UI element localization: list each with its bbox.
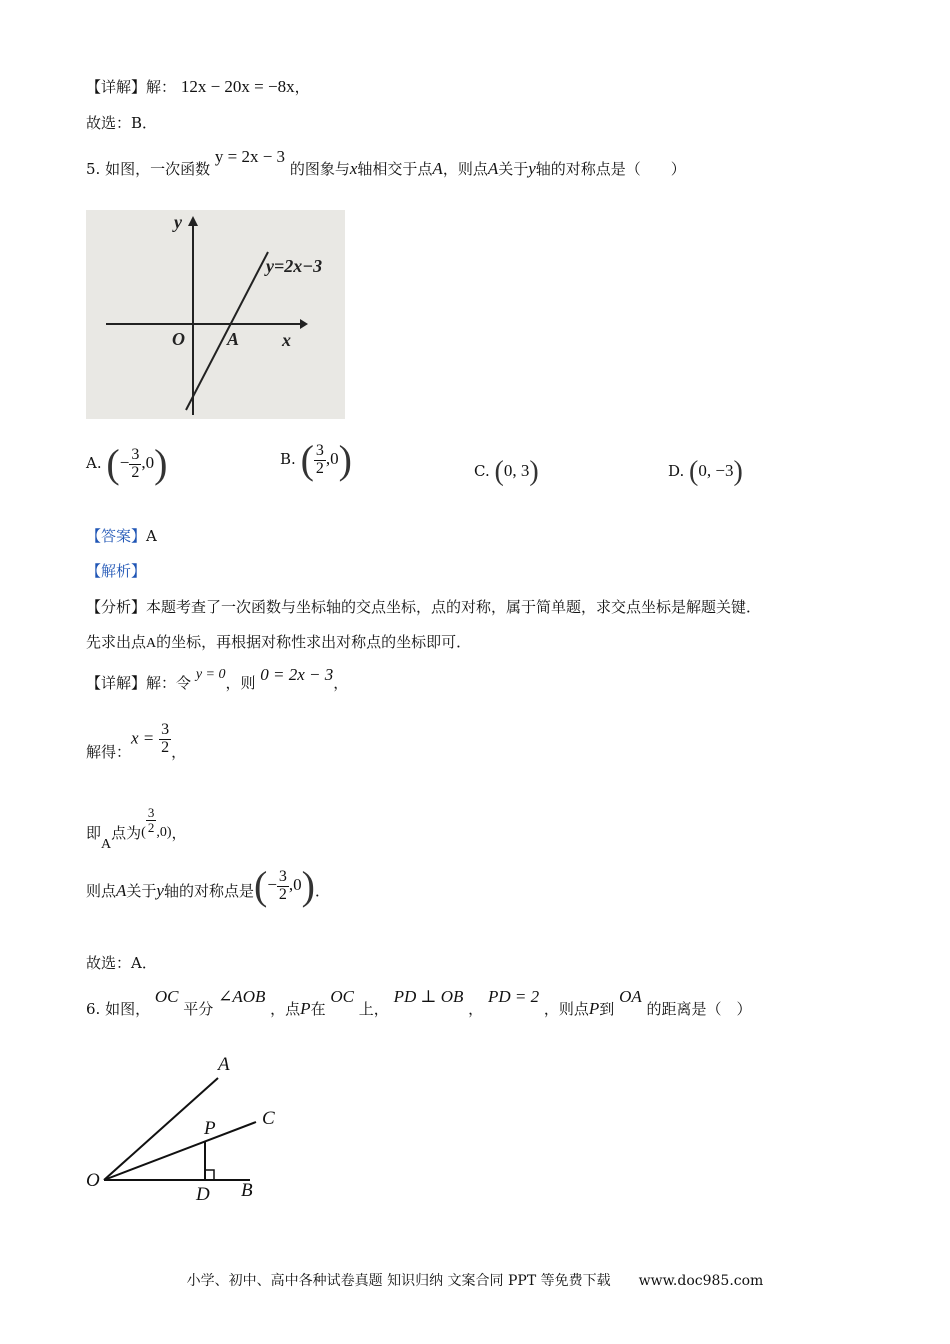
option-c[interactable]: C. (0, 3) bbox=[474, 456, 539, 487]
option-b[interactable]: B. ( $\frac{3}{2}$ ,0) bbox=[280, 437, 352, 482]
origin-label: O bbox=[172, 329, 185, 349]
label-a: A bbox=[218, 1054, 230, 1075]
answer-value: A bbox=[146, 527, 157, 545]
geometry-svg bbox=[80, 1050, 300, 1210]
right-angle-mark bbox=[205, 1170, 214, 1180]
answer-choice-line: 故选：B． bbox=[86, 114, 158, 132]
point-a-line: 即A点为( $\frac{3}{2}$ ,0)， bbox=[86, 805, 187, 853]
graph-svg bbox=[86, 210, 345, 419]
ray-oa bbox=[104, 1078, 218, 1180]
function-expression: y = 2x − 3 bbox=[214, 147, 286, 166]
answer-tag: 【答案】 bbox=[86, 527, 147, 545]
angle-bisector-figure bbox=[80, 1050, 300, 1210]
label-b: B bbox=[241, 1180, 253, 1201]
solve-line: 解得：x = $\frac{3}{2}$ ， bbox=[86, 721, 187, 762]
label-c: C bbox=[262, 1108, 275, 1129]
detail-line-1: 【详解】解： 12x − 20x = −8x， bbox=[86, 77, 310, 96]
footer-text: 小学、初中、高中各种试卷真题 知识归纳 文案合同 PPT 等免费下载 www.doc985.com bbox=[186, 1273, 764, 1289]
label-d: D bbox=[196, 1184, 210, 1205]
detail-tag: 【详解】 bbox=[86, 78, 147, 96]
point-a-label: A bbox=[227, 329, 240, 349]
y-axis-arrow bbox=[188, 216, 198, 226]
option-d[interactable]: D. (0, −3) bbox=[668, 456, 743, 487]
option-a[interactable]: A. (− $\frac{3}{2}$ ,0) bbox=[86, 441, 168, 486]
label-p: P bbox=[204, 1118, 216, 1139]
x-axis-arrow bbox=[300, 319, 308, 329]
math-expression: 12x − 20x = −8x bbox=[180, 77, 295, 96]
y-axis-label: y bbox=[174, 212, 182, 232]
question-6: 6. 如图， OC 平分 ∠AOB ，点P在 OC 上， PD ⊥ OB ， PD = 2 ，则点P到 OA 的距离是（ ） bbox=[86, 987, 752, 1018]
conclusion-line: 则点A关于y轴的对称点是(− $\frac{3}{2}$ ,0)． bbox=[86, 863, 330, 908]
detail-line-2: 【详解】解：令 y = 0，则 0 = 2x − 3， bbox=[86, 665, 349, 692]
ray-oc bbox=[104, 1122, 256, 1180]
linear-function-graph bbox=[86, 210, 345, 419]
analysis-line-2: 先求出点A的坐标，再根据对称性求出对称点的坐标即可． bbox=[86, 633, 472, 651]
label-o: O bbox=[86, 1170, 100, 1191]
analysis-tag: 【解析】 bbox=[86, 562, 147, 580]
x-axis-label: x bbox=[282, 330, 291, 350]
analysis-line-1: 【分析】本题考查了一次函数与坐标轴的交点坐标，点的对称，属于简单题，求交点坐标是解题关键． bbox=[86, 598, 762, 616]
line-equation-label: y=2x−3 bbox=[266, 256, 323, 276]
answer-choice-line-2: 故选：A． bbox=[86, 954, 157, 972]
question-5: 5. 如图，一次函数 y = 2x − 3 的图象与x轴相交于点A，则点A关于y轴的对称点是（ ） bbox=[86, 147, 686, 178]
answer-line bbox=[86, 525, 157, 546]
